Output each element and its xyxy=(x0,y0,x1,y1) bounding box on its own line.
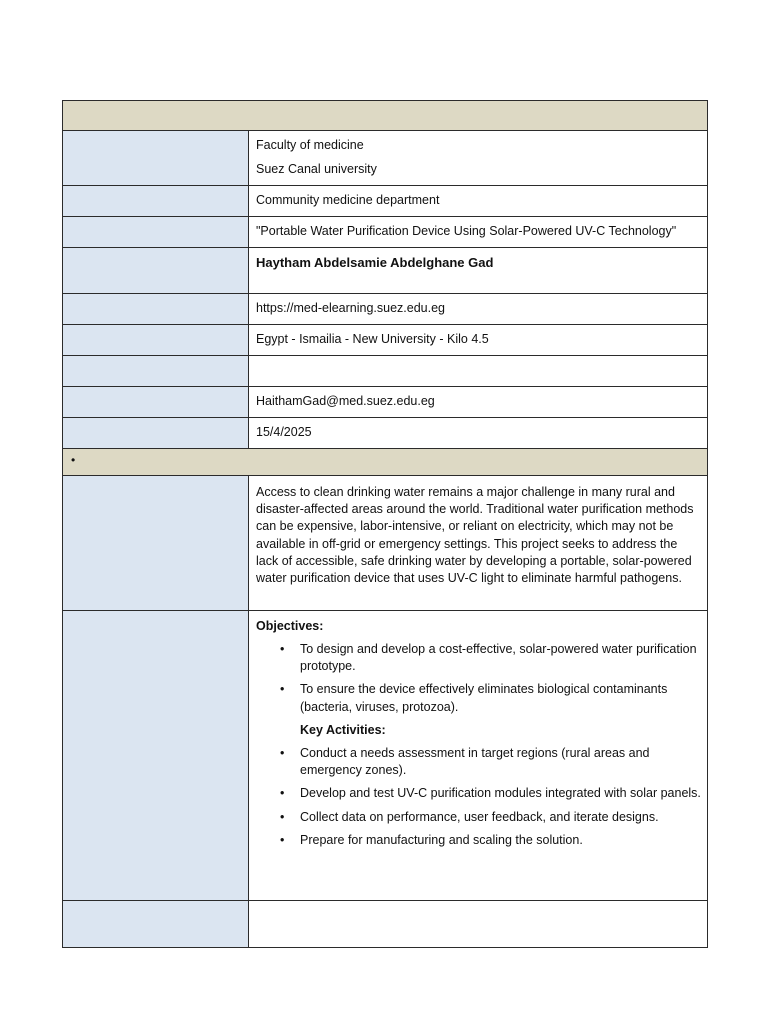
date-value: 15/4/2025 xyxy=(249,418,708,449)
form-header-row xyxy=(63,101,708,131)
last-label-cell xyxy=(63,901,249,948)
empty-row xyxy=(63,356,708,387)
email-value: HaithamGad@med.suez.edu.eg xyxy=(249,387,708,418)
date-label-cell xyxy=(63,418,249,449)
problem-statement-cell xyxy=(249,476,708,611)
last-row xyxy=(63,901,708,948)
section-header-bullet: • xyxy=(71,453,76,467)
project-title-row xyxy=(63,217,708,248)
author-name: Haytham Abdelsamie Abdelghane Gad xyxy=(249,248,708,294)
author-row xyxy=(63,248,708,294)
department-row xyxy=(63,186,708,217)
activity-item: • Develop and test UV-C purification modules integrated with solar panels. xyxy=(300,785,701,802)
email-label-cell xyxy=(63,387,249,418)
objectives-label-cell xyxy=(63,611,249,901)
date-row xyxy=(63,418,708,449)
key-activities-list xyxy=(256,745,701,849)
faculty-row xyxy=(63,131,708,186)
objectives-title: Objectives: xyxy=(256,619,324,633)
department-label-cell xyxy=(63,186,249,217)
problem-statement-row xyxy=(63,476,708,611)
problem-statement-text: Access to clean drinking water remains a major challenge in many rural and disaster-affected areas around the world. Traditional water purification methods can be expensive, labor-intensive, or reliant on electricity, which may not be available in off-grid or emergency settings. This project seeks to address the lack of accessible, safe drinking water by developing a portable, solar-powered water purification device that uses UV-C light to eliminate harmful pathogens. xyxy=(256,485,694,586)
activity-item: • Conduct a needs assessment in target regions (rural areas and emergency zones). xyxy=(300,745,701,779)
objective-item: • To design and develop a cost-effective, solar-powered water purification prototype. xyxy=(300,641,701,675)
department-value: Community medicine department xyxy=(249,186,708,217)
last-value xyxy=(249,901,708,948)
address-value: Egypt - Ismailia - New University - Kilo 4.5 xyxy=(249,325,708,356)
address-label-cell xyxy=(63,325,249,356)
website-label-cell xyxy=(63,294,249,325)
address-row xyxy=(63,325,708,356)
university-name: Suez Canal university xyxy=(256,162,377,176)
objectives-row xyxy=(63,611,708,901)
faculty-value-cell xyxy=(249,131,708,186)
objectives-list xyxy=(256,641,701,716)
form-header-bar xyxy=(63,101,708,131)
key-activities-title: Key Activities: xyxy=(300,722,386,737)
section-header-row xyxy=(63,449,708,476)
project-title-label-cell xyxy=(63,217,249,248)
website-row xyxy=(63,294,708,325)
activity-item: • Prepare for manufacturing and scaling the solution. xyxy=(300,832,701,849)
empty-label-cell xyxy=(63,356,249,387)
section-header-bar xyxy=(63,449,708,476)
faculty-label-cell xyxy=(63,131,249,186)
activity-item: • Collect data on performance, user feedback, and iterate designs. xyxy=(300,809,701,826)
project-form-table xyxy=(62,100,708,948)
email-row xyxy=(63,387,708,418)
project-title-value: "Portable Water Purification Device Using Solar-Powered UV-C Technology" xyxy=(249,217,708,248)
website-value: https://med-elearning.suez.edu.eg xyxy=(249,294,708,325)
author-label-cell xyxy=(63,248,249,294)
empty-value xyxy=(249,356,708,387)
objective-item: • To ensure the device effectively eliminates biological contaminants (bacteria, viruses, protozoa). xyxy=(300,681,701,715)
problem-statement-label-cell xyxy=(63,476,249,611)
objectives-cell xyxy=(249,611,708,901)
faculty-name: Faculty of medicine xyxy=(256,138,364,152)
